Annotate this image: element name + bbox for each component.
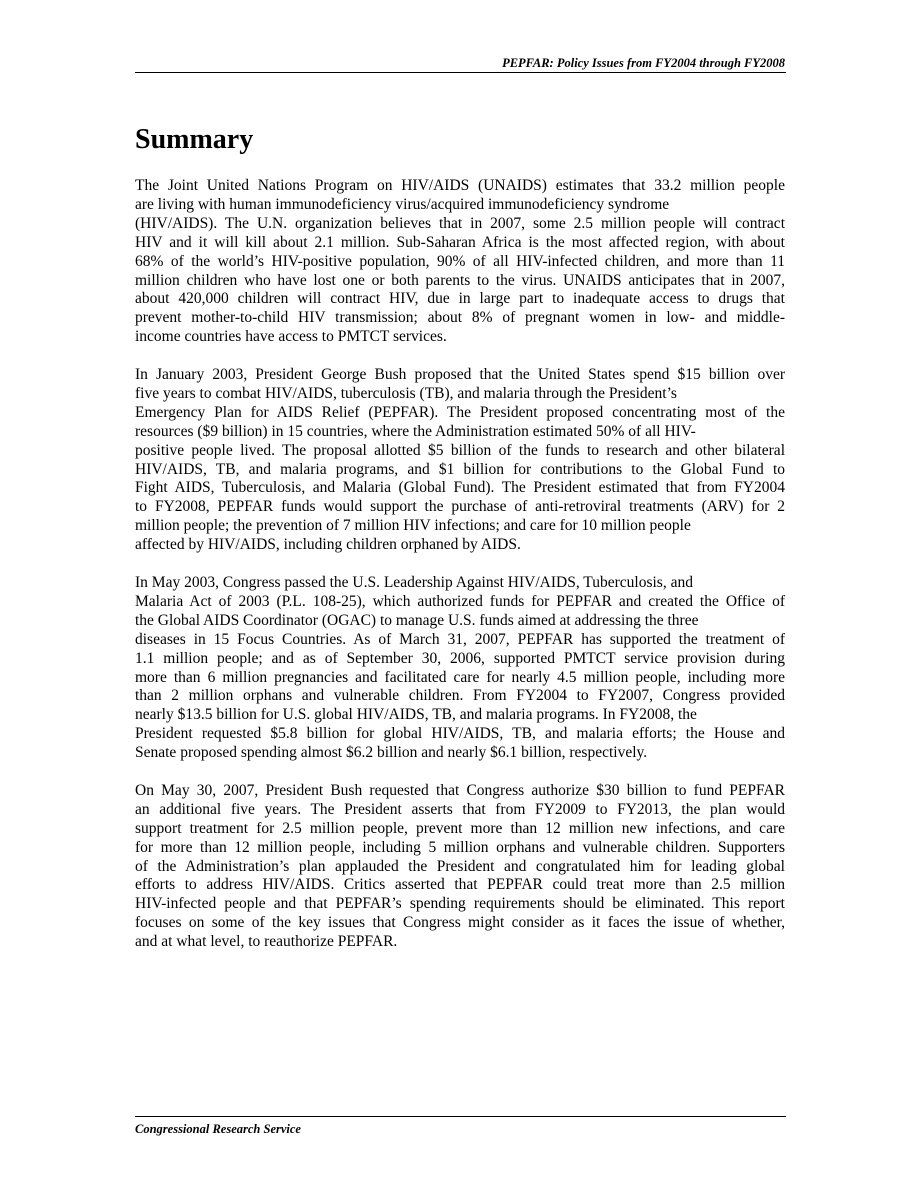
- header-divider: [135, 72, 786, 73]
- running-header: PEPFAR: Policy Issues from FY2004 through FY2008: [502, 56, 785, 70]
- text-line: focuses on some of the key issues that Congress might consider as it faces the issue of whether,: [135, 914, 785, 932]
- text-line: On May 30, 2007, President Bush requested that Congress authorize $30 billion to fund PEPFAR: [135, 781, 785, 799]
- text-line: Senate proposed spending almost $6.2 billion and nearly $6.1 billion, respectively.: [135, 744, 648, 762]
- text-line: Malaria Act of 2003 (P.L. 108-25), which authorized funds for PEPFAR and created the Office of: [135, 592, 785, 610]
- body-paragraph: [135, 177, 785, 347]
- text-line: Fight AIDS, Tuberculosis, and Malaria (Global Fund). The President estimated that from FY2004: [135, 479, 785, 497]
- text-line: efforts to address HIV/AIDS. Critics asserted that PEPFAR could treat more than 2.5 million: [135, 876, 785, 894]
- summary-body: [135, 177, 785, 971]
- text-line: income countries have access to PMTCT services.: [135, 328, 447, 346]
- footer-divider: [135, 1116, 786, 1117]
- text-line: prevent mother-to-child HIV transmission; about 8% of pregnant women in low- and middle-: [135, 309, 785, 327]
- text-line: HIV-infected people and that PEPFAR’s spending requirements should be eliminated. This report: [135, 895, 785, 913]
- body-paragraph: [135, 782, 785, 952]
- body-paragraph: [135, 366, 785, 555]
- text-line: the Global AIDS Coordinator (OGAC) to manage U.S. funds aimed at addressing the three: [135, 611, 699, 629]
- text-line: positive people lived. The proposal allotted $5 billion of the funds to research and other bilateral: [135, 441, 785, 459]
- text-line: resources ($9 billion) in 15 countries, where the Administration estimated 50% of all HIV-: [135, 422, 696, 440]
- text-line: affected by HIV/AIDS, including children orphaned by AIDS.: [135, 536, 521, 554]
- text-line: an additional five years. The President asserts that from FY2009 to FY2013, the plan would: [135, 800, 786, 818]
- text-line: to FY2008, PEPFAR funds would support the purchase of anti-retroviral treatments (ARV) for 2: [135, 498, 785, 516]
- text-line: 1.1 million people; and as of September 30, 2006, supported PMTCT service provision during: [135, 649, 785, 667]
- text-line: Emergency Plan for AIDS Relief (PEPFAR). The President proposed concentrating most of the: [135, 403, 785, 421]
- text-line: and at what level, to reauthorize PEPFAR.: [135, 933, 398, 951]
- text-line: In May 2003, Congress passed the U.S. Leadership Against HIV/AIDS, Tuberculosis, and: [135, 574, 693, 591]
- page-title: Summary: [135, 124, 254, 155]
- text-line: nearly $13.5 billion for U.S. global HIV/AIDS, TB, and malaria programs. In FY2008, the: [135, 706, 697, 724]
- footer-publisher: Congressional Research Service: [135, 1122, 301, 1136]
- text-line: HIV and it will kill about 2.1 million. Sub-Saharan Africa is the most affected region, with about: [135, 233, 785, 251]
- text-line: 68% of the world’s HIV-positive population, 90% of all HIV-infected children, and more than 11: [135, 252, 785, 270]
- text-line: million children who have lost one or both parents to the virus. UNAIDS anticipates that in 2007,: [135, 271, 785, 289]
- text-line: for more than 12 million people, including 5 million orphans and vulnerable children. Supporters: [135, 838, 785, 856]
- text-line: million people; the prevention of 7 million HIV infections; and care for 10 million people: [135, 517, 691, 535]
- text-line: HIV/AIDS, TB, and malaria programs, and $1 billion for contributions to the Global Fund to: [135, 460, 785, 478]
- text-line: (HIV/AIDS). The U.N. organization believes that in 2007, some 2.5 million people will contract: [135, 214, 785, 232]
- text-line: In January 2003, President George Bush proposed that the United States spend $15 billion over: [135, 366, 785, 384]
- text-line: support treatment for 2.5 million people, prevent more than 12 million new infections, and care: [135, 819, 785, 837]
- text-line: than 2 million orphans and vulnerable children. From FY2004 to FY2007, Congress provided: [135, 687, 785, 705]
- text-line: diseases in 15 Focus Countries. As of March 31, 2007, PEPFAR has supported the treatment of: [135, 630, 785, 648]
- text-line: President requested $5.8 billion for global HIV/AIDS, TB, and malaria efforts; the House and: [135, 725, 785, 743]
- text-line: about 420,000 children will contract HIV, due in large part to inadequate access to drugs that: [135, 290, 785, 308]
- text-line: five years to combat HIV/AIDS, tuberculosis (TB), and malaria through the President’s: [135, 384, 677, 402]
- text-line: of the Administration’s plan applauded the President and congratulated him for leading global: [135, 857, 785, 875]
- text-line: more than 6 million pregnancies and facilitated care for nearly 4.5 million people, including more: [135, 668, 785, 686]
- text-line: are living with human immunodeficiency virus/acquired immunodeficiency syndrome: [135, 195, 670, 213]
- body-paragraph: [135, 574, 785, 763]
- text-line: The Joint United Nations Program on HIV/AIDS (UNAIDS) estimates that 33.2 million people: [135, 177, 785, 194]
